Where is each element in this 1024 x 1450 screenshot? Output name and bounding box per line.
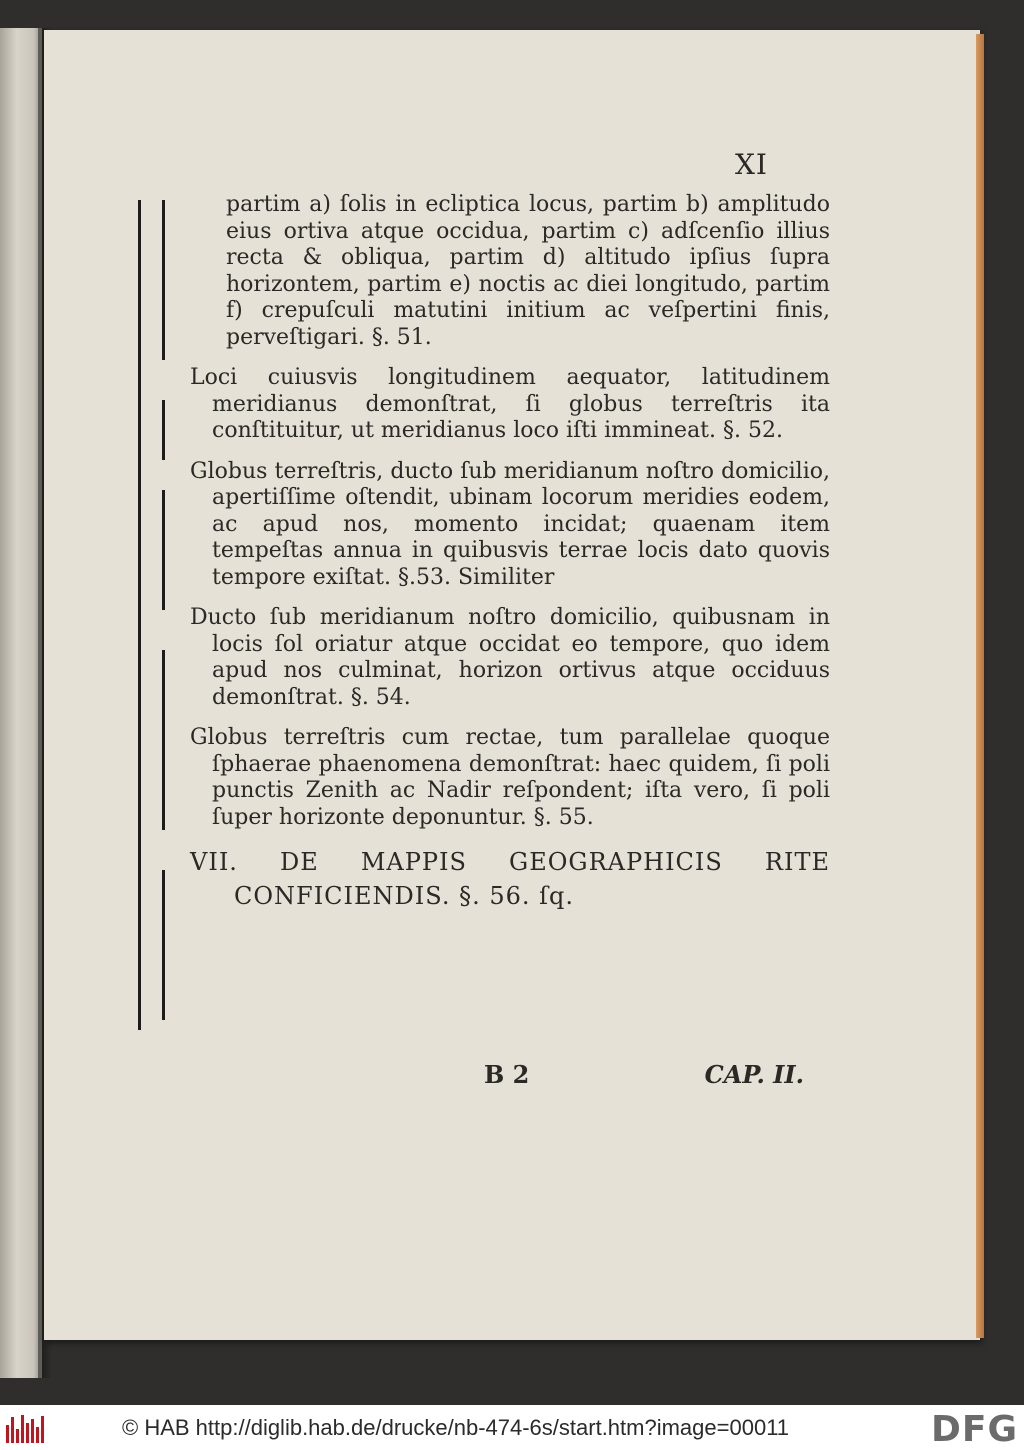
page-number: XI xyxy=(735,148,768,181)
paragraph: Ducto ſub meridianum noſtro domicilio, quibusnam in locis ſol oriatur atque occidat eo tempore, quo idem apud nos culminat, horizon ortivus atque occiduus demonſtrat. §. 54. xyxy=(190,605,830,710)
library-logo-icon xyxy=(6,1413,46,1443)
paragraph: partim a) ſolis in ecliptica locus, partim b) amplitudo eius ortiva atque occidua, partim c) adſcenſio illius recta & obliqua, partim d) altitudo ipſius ſupra horizontem, partim e) noctis ac diei longitudo, partim f) crepuſculi matutini initium ac veſpertini finis, perveſtigari. §. 51. xyxy=(226,192,830,350)
credit-link[interactable]: © HAB http://diglib.hab.de/drucke/nb-474-6s/start.htm?image=00011 xyxy=(122,1414,790,1440)
paragraph: Globus terreſtris cum rectae, tum parallelae quoque ſphaerae phaenomena demonſtrat: haec quidem, ſi poli punctis Zenith ac Nadir reſpondent; iſta vero, ſi poli ſuper horizonte deponuntur. §. 55. xyxy=(190,725,830,830)
page-edge xyxy=(976,34,984,1338)
page-text xyxy=(190,192,830,927)
catchword: CAP. II. xyxy=(704,1060,804,1089)
margin-rule xyxy=(162,200,165,360)
signature-mark: B 2 xyxy=(484,1060,530,1089)
paragraph: Globus terreſtris, ducto ſub meridianum noſtro domicilio, apertiſſime oſtendit, ubinam locorum meridies eodem, ac apud nos, momento incidat; quaenam item tempeſtas annua in quibusvis terrae locis dato quovis tempore exiſtat. §.53. Similiter xyxy=(190,458,830,590)
dfg-logo: DFG xyxy=(930,1409,1018,1450)
left-page-edge xyxy=(0,28,42,1378)
margin-rule xyxy=(162,490,165,610)
book-page xyxy=(44,30,980,1340)
margin-rule xyxy=(162,650,165,830)
margin-rule xyxy=(138,200,141,1030)
page-footer xyxy=(484,1060,804,1089)
margin-rule xyxy=(162,400,165,460)
viewer-credit-bar xyxy=(0,1405,1024,1450)
chapter-heading: VII. DE MAPPIS GEOGRAPHICIS RITE CONFICIENDIS. §. 56. ſq. xyxy=(190,848,830,910)
margin-rules xyxy=(134,170,174,1030)
paragraph: Loci cuiusvis longitudinem aequator, latitudinem meridianus demonſtrat, ſi globus terreſtris ita conſtituitur, ut meridianus loco iſti immineat. §. 52. xyxy=(190,365,830,443)
margin-rule xyxy=(162,870,165,1020)
